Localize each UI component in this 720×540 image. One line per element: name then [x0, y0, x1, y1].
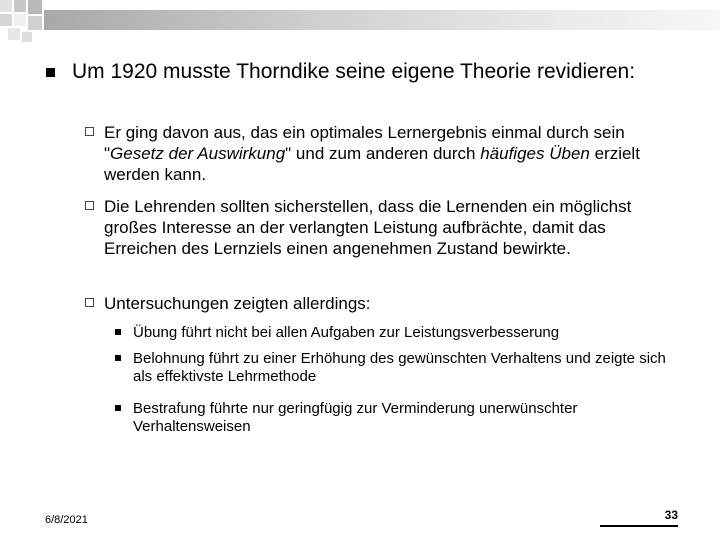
- finding-text: Übung führt nicht bei allen Aufgaben zur Leistungsverbesserung: [133, 324, 560, 341]
- sub-bullet-text: [104, 122, 674, 185]
- main-bullet-text: Um 1920 musste Thorndike seine eigene Theorie revidieren:: [72, 60, 636, 83]
- hollow-square-bullet-icon: [85, 201, 94, 210]
- sub-bullet-text-emphasis: Gesetz der Auswirkung: [110, 144, 286, 163]
- slide-number-underline: [600, 525, 678, 527]
- hollow-square-bullet-icon: [85, 298, 94, 307]
- sub-bullet-text-part: Er ging davon aus, das ein optimales Lernergebnis einmal durch sein ": [104, 123, 625, 163]
- footer-date: 6/8/2021: [45, 514, 88, 526]
- finding-text: Belohnung führt zu einer Erhöhung des gewünschten Verhaltens und zeigte sich als effektivste Lehrmethode: [133, 350, 666, 385]
- small-square-bullet-icon: [115, 329, 121, 335]
- small-square-bullet-icon: [115, 405, 121, 411]
- small-square-bullet-icon: [115, 355, 121, 361]
- square-bullet-icon: [46, 68, 55, 77]
- sub-bullet-text: Die Lehrenden sollten sicherstellen, dass die Lernenden ein möglichst großes Interesse an der verlangten Leistung aufbrächte, damit das Erreichen des Lernziels einen angenehmen Zustand bewirkte.: [104, 197, 632, 258]
- sub-bullet-text: Untersuchungen zeigten allerdings:: [104, 294, 371, 313]
- sub-bullet-text-part: " und zum anderen durch: [285, 144, 481, 163]
- sub-bullet-text-emphasis: häufiges Üben: [480, 144, 590, 163]
- sub-bullet-text-part: erzielt werden kann.: [104, 144, 640, 184]
- slide-number: 33: [664, 508, 678, 522]
- finding-text: Bestrafung führte nur geringfügig zur Verminderung unerwünschter Verhaltensweisen: [133, 400, 578, 435]
- hollow-square-bullet-icon: [85, 127, 94, 136]
